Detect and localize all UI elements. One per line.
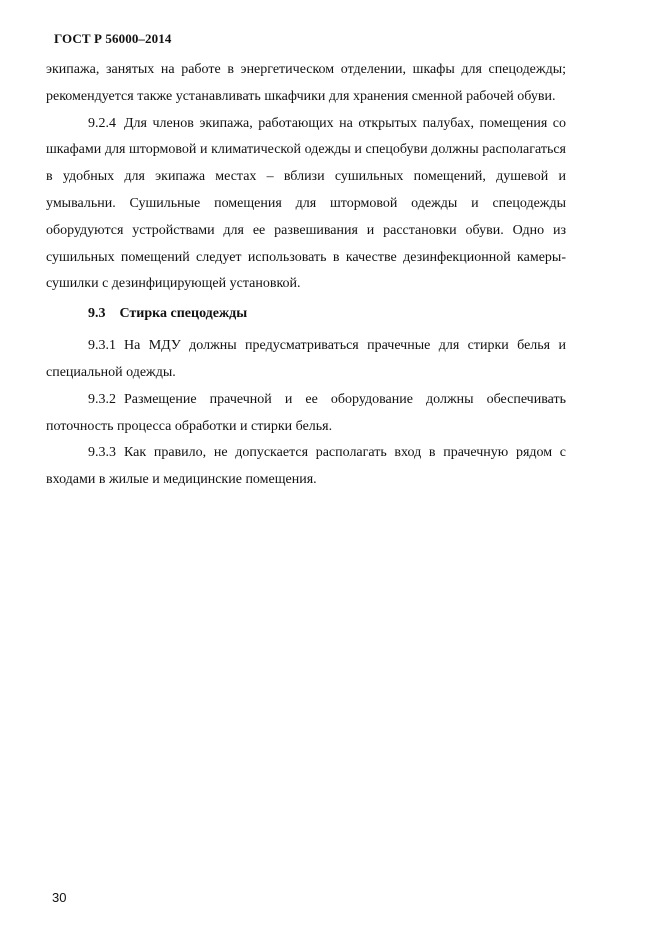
clause-text: Для членов экипажа, работающих на открытых палубах, помещения со шкафами для штормовой и климатической одежды и спецобуви должны располагаться в удобных для экипажа местах – вблизи сушильных помещений, душевой и умывальни. Сушильные помещения для штормовой одежды и спецодежды оборудуются устройствами для ее развешивания и расстановки обуви. Одно из сушильных помещений следует использовать в качестве дезинфекционной камеры-сушилки с дезинфицирующей установкой. — [46, 115, 566, 292]
clause-number: 9.3.2 — [88, 391, 116, 407]
section-title: Стирка спецодежды — [119, 306, 248, 322]
clause-text: Как правило, не допускается располагать вход в прачечную рядом с входами в жилые и медицинские помещения. — [46, 445, 566, 488]
clause-9-3-3 — [46, 440, 566, 494]
clause-9-3-2 — [46, 387, 566, 441]
clause-9-3-1 — [46, 333, 566, 387]
clause-number: 9.3.3 — [88, 445, 116, 461]
clause-text: На МДУ должны предусматриваться прачечные для стирки белья и специальной одежды. — [46, 338, 566, 380]
document-body — [46, 57, 566, 494]
section-number: 9.3 — [88, 306, 106, 322]
standard-header: ГОСТ Р 56000–2014 — [54, 31, 172, 46]
section-heading — [46, 301, 566, 327]
clause-text: Размещение прачечной и ее оборудование должны обеспечивать поточность процесса обработки и стирки белья. — [46, 391, 566, 434]
clause-9-2-4 — [46, 111, 566, 299]
clause-number: 9.3.1 — [88, 338, 116, 354]
paragraph-continuation: экипажа, занятых на работе в энергетическом отделении, шкафы для спецодежды; рекомендуется также устанавливать шкафчики для хранения сменной рабочей обуви. — [46, 62, 566, 104]
clause-number: 9.2.4 — [88, 115, 116, 131]
page-number: 30 — [52, 890, 67, 905]
